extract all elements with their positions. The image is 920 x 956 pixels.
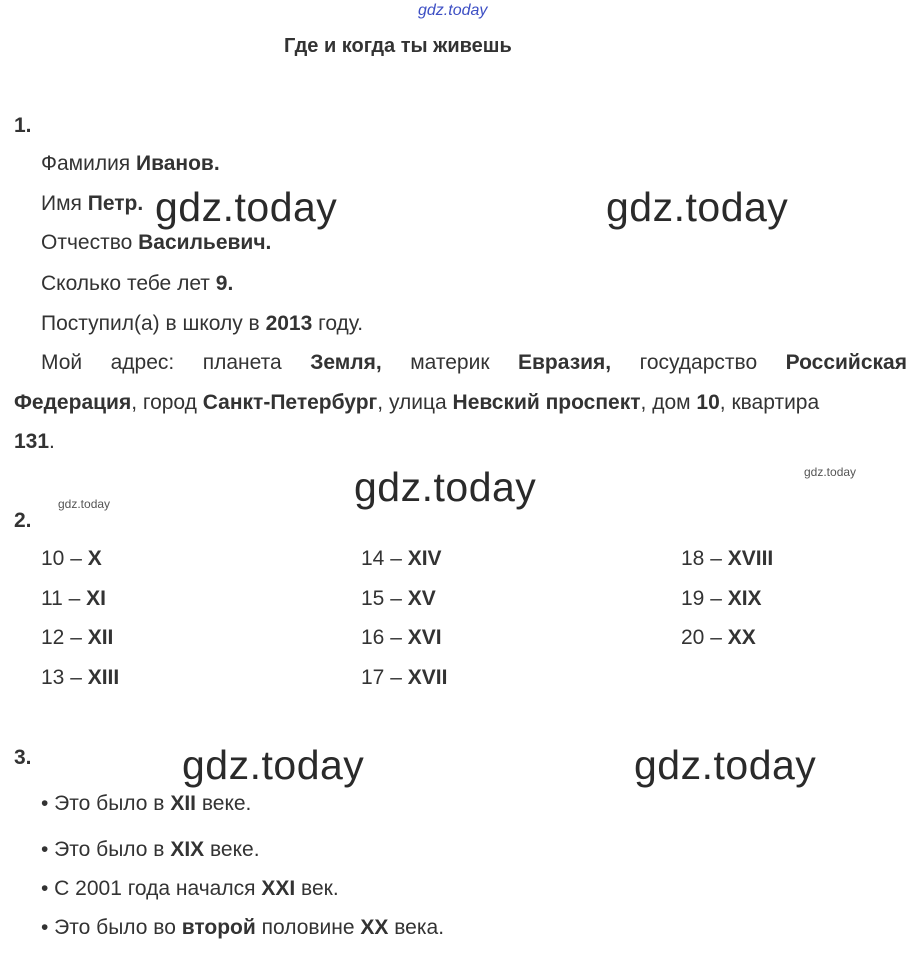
address-line-1 bbox=[41, 350, 907, 376]
bullet-text: века. bbox=[394, 916, 445, 939]
school-suffix: году. bbox=[318, 312, 364, 335]
bullet-item bbox=[41, 791, 251, 817]
watermark: gdz.today bbox=[354, 464, 537, 510]
planet-value: Земля, bbox=[310, 351, 382, 374]
bullet-text: • Это было в bbox=[41, 838, 165, 861]
house-value: 10 bbox=[696, 391, 720, 414]
arabic-number: 18 – bbox=[681, 547, 722, 570]
roman-row bbox=[41, 586, 106, 612]
roman-row bbox=[681, 546, 773, 572]
country-value-part2: Федерация bbox=[14, 391, 132, 414]
roman-row bbox=[681, 586, 762, 612]
apartment-label: , квартира bbox=[719, 391, 820, 414]
address-line-3 bbox=[14, 429, 55, 455]
roman-numeral: XIII bbox=[87, 666, 120, 689]
roman-row bbox=[361, 625, 442, 651]
watermark-top: gdz.today bbox=[418, 2, 488, 19]
bullet-bold: XIX bbox=[170, 838, 205, 861]
arabic-number: 20 – bbox=[681, 626, 722, 649]
roman-row bbox=[41, 546, 102, 572]
roman-row bbox=[41, 665, 119, 691]
roman-numeral: XI bbox=[86, 587, 107, 610]
page-title: Где и когда ты живешь bbox=[284, 35, 512, 57]
patronymic-line bbox=[41, 230, 271, 256]
roman-row bbox=[681, 625, 756, 651]
bullet-text: • Это было в bbox=[41, 792, 165, 815]
arabic-number: 19 – bbox=[681, 587, 722, 610]
bullet-bold: XX bbox=[360, 916, 389, 939]
watermark: gdz.today bbox=[606, 184, 789, 230]
roman-numeral: X bbox=[87, 547, 102, 570]
bullet-bold: второй bbox=[181, 916, 256, 939]
patronymic-value: Васильевич. bbox=[138, 231, 272, 254]
roman-row bbox=[361, 546, 442, 572]
arabic-number: 17 – bbox=[361, 666, 402, 689]
arabic-number: 12 – bbox=[41, 626, 82, 649]
bullet-item bbox=[41, 876, 339, 902]
continent-value: Евразия, bbox=[518, 351, 612, 374]
roman-row bbox=[361, 665, 447, 691]
bullet-text: веке. bbox=[210, 838, 260, 861]
school-label: Поступил(а) в школу в bbox=[41, 312, 260, 335]
address-word: Мой bbox=[41, 351, 83, 374]
arabic-number: 11 – bbox=[41, 587, 81, 610]
bullet-text: половине bbox=[261, 916, 355, 939]
arabic-number: 13 – bbox=[41, 666, 82, 689]
watermark: gdz.today bbox=[634, 742, 817, 788]
school-line bbox=[41, 311, 363, 337]
bullet-text: веке. bbox=[201, 792, 252, 815]
city-label: , город bbox=[131, 391, 197, 414]
city-value: Санкт-Петербург bbox=[202, 391, 378, 414]
bullet-text: • С 2001 года начался bbox=[41, 877, 256, 900]
age-line bbox=[41, 271, 233, 297]
watermark: gdz.today bbox=[155, 184, 338, 230]
task-1-number: 1. bbox=[14, 114, 32, 137]
age-value: 9. bbox=[215, 272, 234, 295]
country-value-part1: Российская bbox=[785, 351, 907, 374]
address-word: адрес: bbox=[110, 351, 175, 374]
name-label: Имя bbox=[41, 192, 82, 215]
task-2-number: 2. bbox=[14, 509, 32, 532]
bullet-text: век. bbox=[301, 877, 339, 900]
bullet-item bbox=[41, 837, 260, 863]
roman-numeral: XX bbox=[727, 626, 756, 649]
roman-numeral: XIV bbox=[407, 547, 442, 570]
roman-numeral: XVII bbox=[407, 666, 448, 689]
school-year: 2013 bbox=[265, 312, 313, 335]
surname-line bbox=[41, 151, 220, 177]
arabic-number: 14 – bbox=[361, 547, 402, 570]
house-label: , дом bbox=[640, 391, 691, 414]
arabic-number: 10 – bbox=[41, 547, 82, 570]
roman-numeral: XV bbox=[407, 587, 436, 610]
street-label: , улица bbox=[377, 391, 447, 414]
address-word: планета bbox=[202, 351, 282, 374]
surname-value: Иванов. bbox=[136, 152, 220, 175]
age-label: Сколько тебе лет bbox=[41, 272, 210, 295]
roman-numeral: XVI bbox=[407, 626, 442, 649]
bullet-bold: XII bbox=[170, 792, 196, 815]
apartment-value: 131 bbox=[14, 430, 50, 453]
bullet-bold: XXI bbox=[261, 877, 296, 900]
roman-numeral: XVIII bbox=[727, 547, 774, 570]
watermark-small: gdz.today bbox=[58, 497, 111, 511]
roman-row bbox=[41, 625, 113, 651]
watermark: gdz.today bbox=[182, 742, 365, 788]
arabic-number: 16 – bbox=[361, 626, 402, 649]
name-value: Петр. bbox=[87, 192, 144, 215]
roman-numeral: XIX bbox=[727, 587, 762, 610]
bullet-item bbox=[41, 915, 444, 941]
task-3-number: 3. bbox=[14, 746, 32, 769]
address-word: материк bbox=[410, 351, 490, 374]
name-line bbox=[41, 191, 143, 217]
roman-row bbox=[361, 586, 436, 612]
surname-label: Фамилия bbox=[41, 152, 131, 175]
address-end: . bbox=[49, 430, 55, 453]
bullet-text: • Это было во bbox=[41, 916, 176, 939]
address-line-2 bbox=[14, 390, 819, 416]
address-word: государство bbox=[639, 351, 758, 374]
watermark-small: gdz.today bbox=[804, 465, 857, 479]
roman-numeral: XII bbox=[87, 626, 114, 649]
patronymic-label: Отчество bbox=[41, 231, 133, 254]
street-value: Невский проспект bbox=[452, 391, 641, 414]
arabic-number: 15 – bbox=[361, 587, 402, 610]
